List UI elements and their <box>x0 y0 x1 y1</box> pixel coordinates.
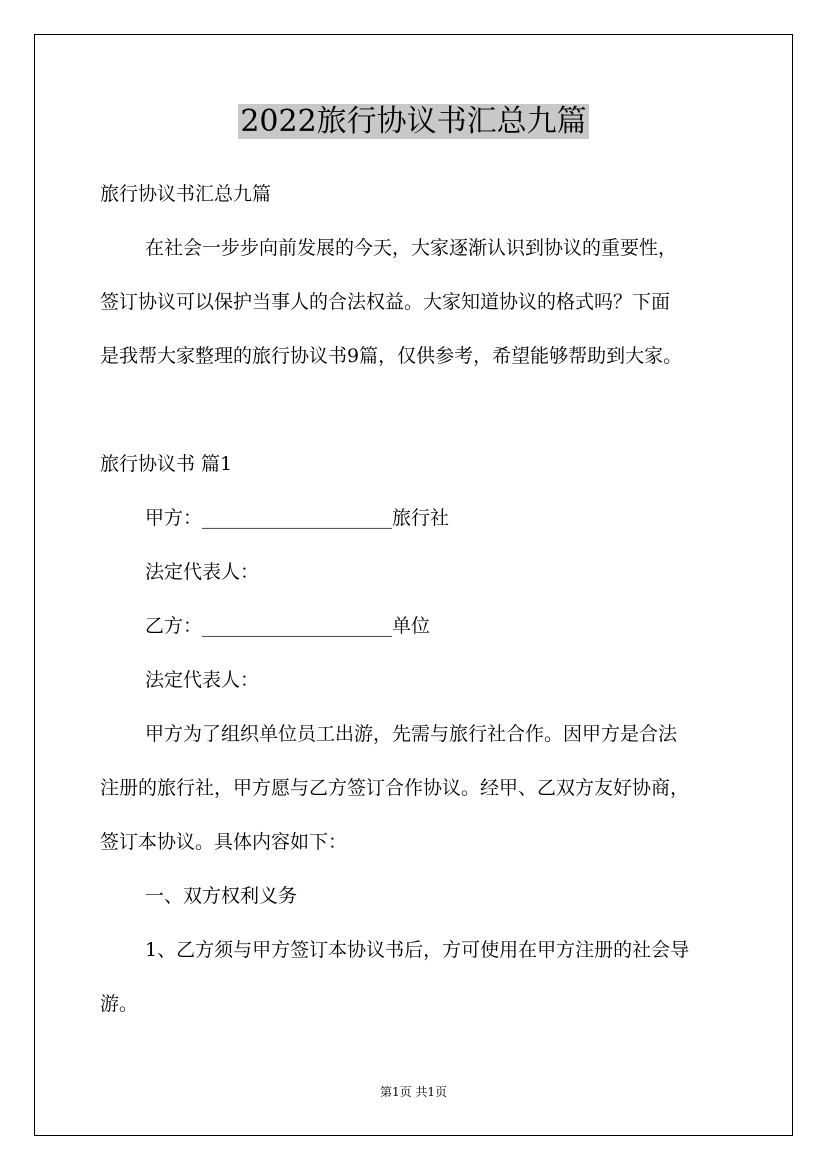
document-title-text: 2022旅行协议书汇总九篇 <box>240 104 587 139</box>
document-subtitle: 旅行协议书汇总九篇 <box>100 183 272 205</box>
intro-line-2: 签订协议可以保护当事人的合法权益。大家知道协议的格式吗？下面 <box>100 291 671 313</box>
clause-1-line-2: 游。 <box>100 993 139 1015</box>
body-line-3: 签订本协议。具体内容如下： <box>100 831 348 853</box>
body-line-2: 注册的旅行社，甲方愿与乙方签订合作协议。经甲、乙双方友好协商， <box>100 777 690 799</box>
intro-line-3: 是我帮大家整理的旅行协议书9篇，仅供参考，希望能够帮助到大家。 <box>100 345 683 367</box>
intro-line-1: 在社会一步步向前发展的今天，大家逐渐认识到协议的重要性， <box>145 237 678 259</box>
party-a-rep-line: 法定代表人： <box>145 561 260 583</box>
section-heading: 旅行协议书 篇1 <box>100 453 233 475</box>
page-footer <box>0 1084 827 1100</box>
page-number: 第1页 共1页 <box>379 1085 448 1099</box>
document-title <box>0 100 827 144</box>
clause-1-line-1: 1、乙方须与甲方签订本协议书后，方可使用在甲方注册的社会导 <box>145 939 690 961</box>
party-b-line: 乙方：____________________单位 <box>145 615 431 637</box>
party-b-rep-line: 法定代表人： <box>145 669 260 691</box>
party-a-line: 甲方：____________________旅行社 <box>145 507 450 529</box>
clause-heading: 一、双方权利义务 <box>145 885 298 907</box>
body-line-1: 甲方为了组织单位员工出游，先需与旅行社合作。因甲方是合法 <box>145 723 678 745</box>
